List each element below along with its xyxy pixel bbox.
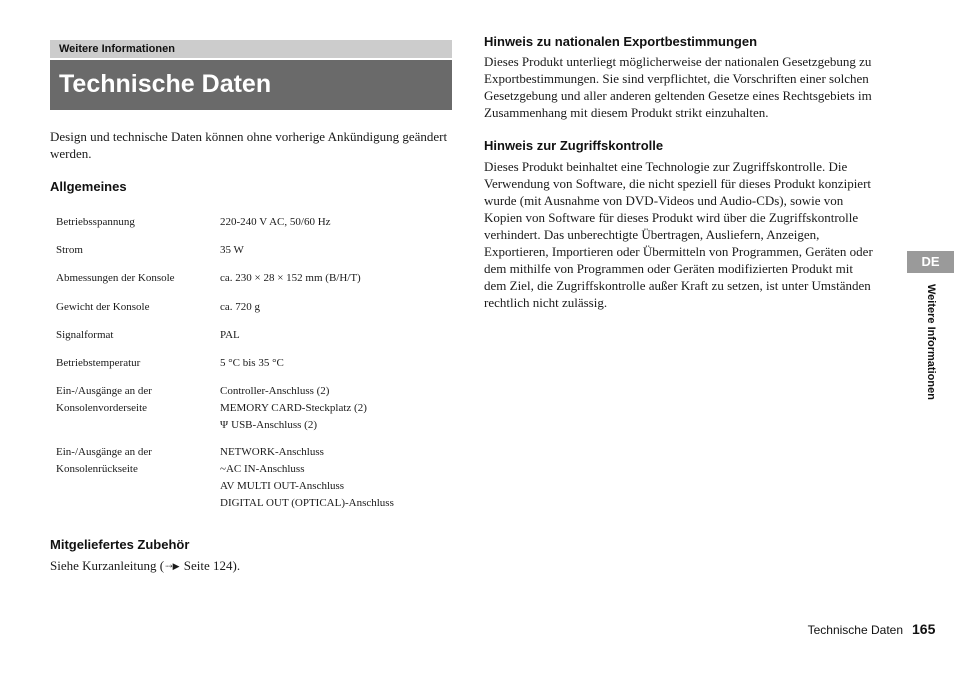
spec-label [56,327,206,344]
spec-label [56,214,206,231]
zugriff-text [484,158,886,311]
spec-label-line: Betriebsspannung [56,216,135,228]
spec-label [56,383,206,417]
spec-value-line: NETWORK-Anschluss [220,446,324,458]
spec-value [220,383,460,434]
export-heading: Hinweis zu nationalen Exportbestimmungen [484,34,758,49]
zugriff-text-line: rechtlich nicht zulässig. [484,295,608,310]
page-number: 165 [912,621,936,637]
spec-label-line: Betriebstemperatur [56,357,141,369]
spec-label-line: Signalformat [56,329,114,341]
spec-value-line: ~AC IN-Anschluss [220,463,305,475]
spec-label-line: Abmessungen der Konsole [56,272,175,284]
page-title: Technische Daten [50,60,452,110]
intro-text: Design und technische Daten können ohne vorherige Ankündigung geändert werden. [50,129,448,161]
spec-label-line: Ein-/Ausgänge an der [56,446,152,458]
zugriff-text-line: dem Ziel, die Zugriffskontrolle außer Kraft zu setzen, ist unter Umständen [484,278,871,293]
zugriff-text-line: Kopien von Software für dieses Produkt wird über die Zugriffskontrolle [484,210,859,225]
spec-value-line: ca. 720 g [220,301,261,313]
export-text-line: Gesetzgebung und aller anderen geltenden Gesetze eines Rechtsgebiets im [484,88,872,103]
spec-label [56,270,206,287]
spec-value [220,242,460,259]
zugriff-text-line: dem mithilfe von Programmen oder Geräten modifizierten Produkt mit [484,261,853,276]
spec-value [220,444,460,512]
spec-label [56,299,206,316]
spec-value [220,327,460,344]
zubehoer-text [50,557,240,575]
spec-value [220,214,460,231]
zugriff-heading: Hinweis zur Zugriffskontrolle [484,138,664,153]
spec-label-line: Gewicht der Konsole [56,301,150,313]
spec-label-line: Strom [56,244,83,256]
spec-value-text: USB-Anschluss (2) [231,419,317,431]
spec-value-line: MEMORY CARD-Steckplatz (2) [220,402,367,414]
export-text-line: Exportbestimmungen. Sie sind verpflichtet, die Vorschriften einer solchen [484,71,869,86]
language-tab: DE [907,251,954,273]
footer-title: Technische Daten [807,623,903,637]
zugriff-text-line: Verwendung von Software, die nicht speziell für dieses Produkt konzipiert [484,176,872,191]
spec-value-line: 220-240 V AC, 50/60 Hz [220,216,331,228]
spec-value [220,299,460,316]
zugriff-text-line: Dieses Produkt beinhaltet eine Technologie zur Zugriffskontrolle. Die [484,159,848,174]
zubehoer-text-after: Seite 124). [180,558,241,573]
spec-value-line [220,417,460,434]
spec-label-line: Konsolenrückseite [56,463,138,475]
export-text-line: Dieses Produkt unterliegt möglicherweise der nationalen Gesetzgebung zu [484,54,872,69]
usb-icon: Ψ [220,419,229,431]
zubehoer-heading: Mitgeliefertes Zubehör [50,537,190,552]
zugriff-text-line: wurde (mit Ausnahme von DVD-Videos und Audio-CDs), sowie von [484,193,844,208]
spec-value-line: 5 °C bis 35 °C [220,357,284,369]
zugriff-text-line: verhindert. Das unberechtigte Übertragen, Ausliefern, Anzeigen, [484,227,820,242]
side-section-label: Weitere Informationen [925,284,937,400]
export-text [484,53,886,121]
spec-value-line: ca. 230 × 28 × 152 mm (B/H/T) [220,272,361,284]
spec-value [220,355,460,372]
spec-label [56,444,206,478]
spec-value-line: AV MULTI OUT-Anschluss [220,480,345,492]
spec-label-line: Konsolenvorderseite [56,402,148,414]
page-reference-arrow-icon: ⇢▶ [165,561,180,571]
spec-label [56,242,206,259]
section-tab: Weitere Informationen [50,40,452,58]
zubehoer-text-before: Siehe Kurzanleitung ( [50,558,165,573]
zugriff-text-line: Exportieren, Importieren oder Übermitteln von Programmen, Geräten oder [484,244,873,259]
spec-value-line: Controller-Anschluss (2) [220,385,330,397]
spec-value-line: DIGITAL OUT (OPTICAL)-Anschluss [220,497,394,509]
spec-value-line: PAL [220,329,240,341]
allgemeines-heading: Allgemeines [50,179,127,194]
export-text-line: Zusammenhang mit diesem Produkt strikt einzuhalten. [484,105,769,120]
spec-value [220,270,460,287]
spec-label [56,355,206,372]
spec-label-line: Ein-/Ausgänge an der [56,385,152,397]
spec-value-line: 35 W [220,244,244,256]
